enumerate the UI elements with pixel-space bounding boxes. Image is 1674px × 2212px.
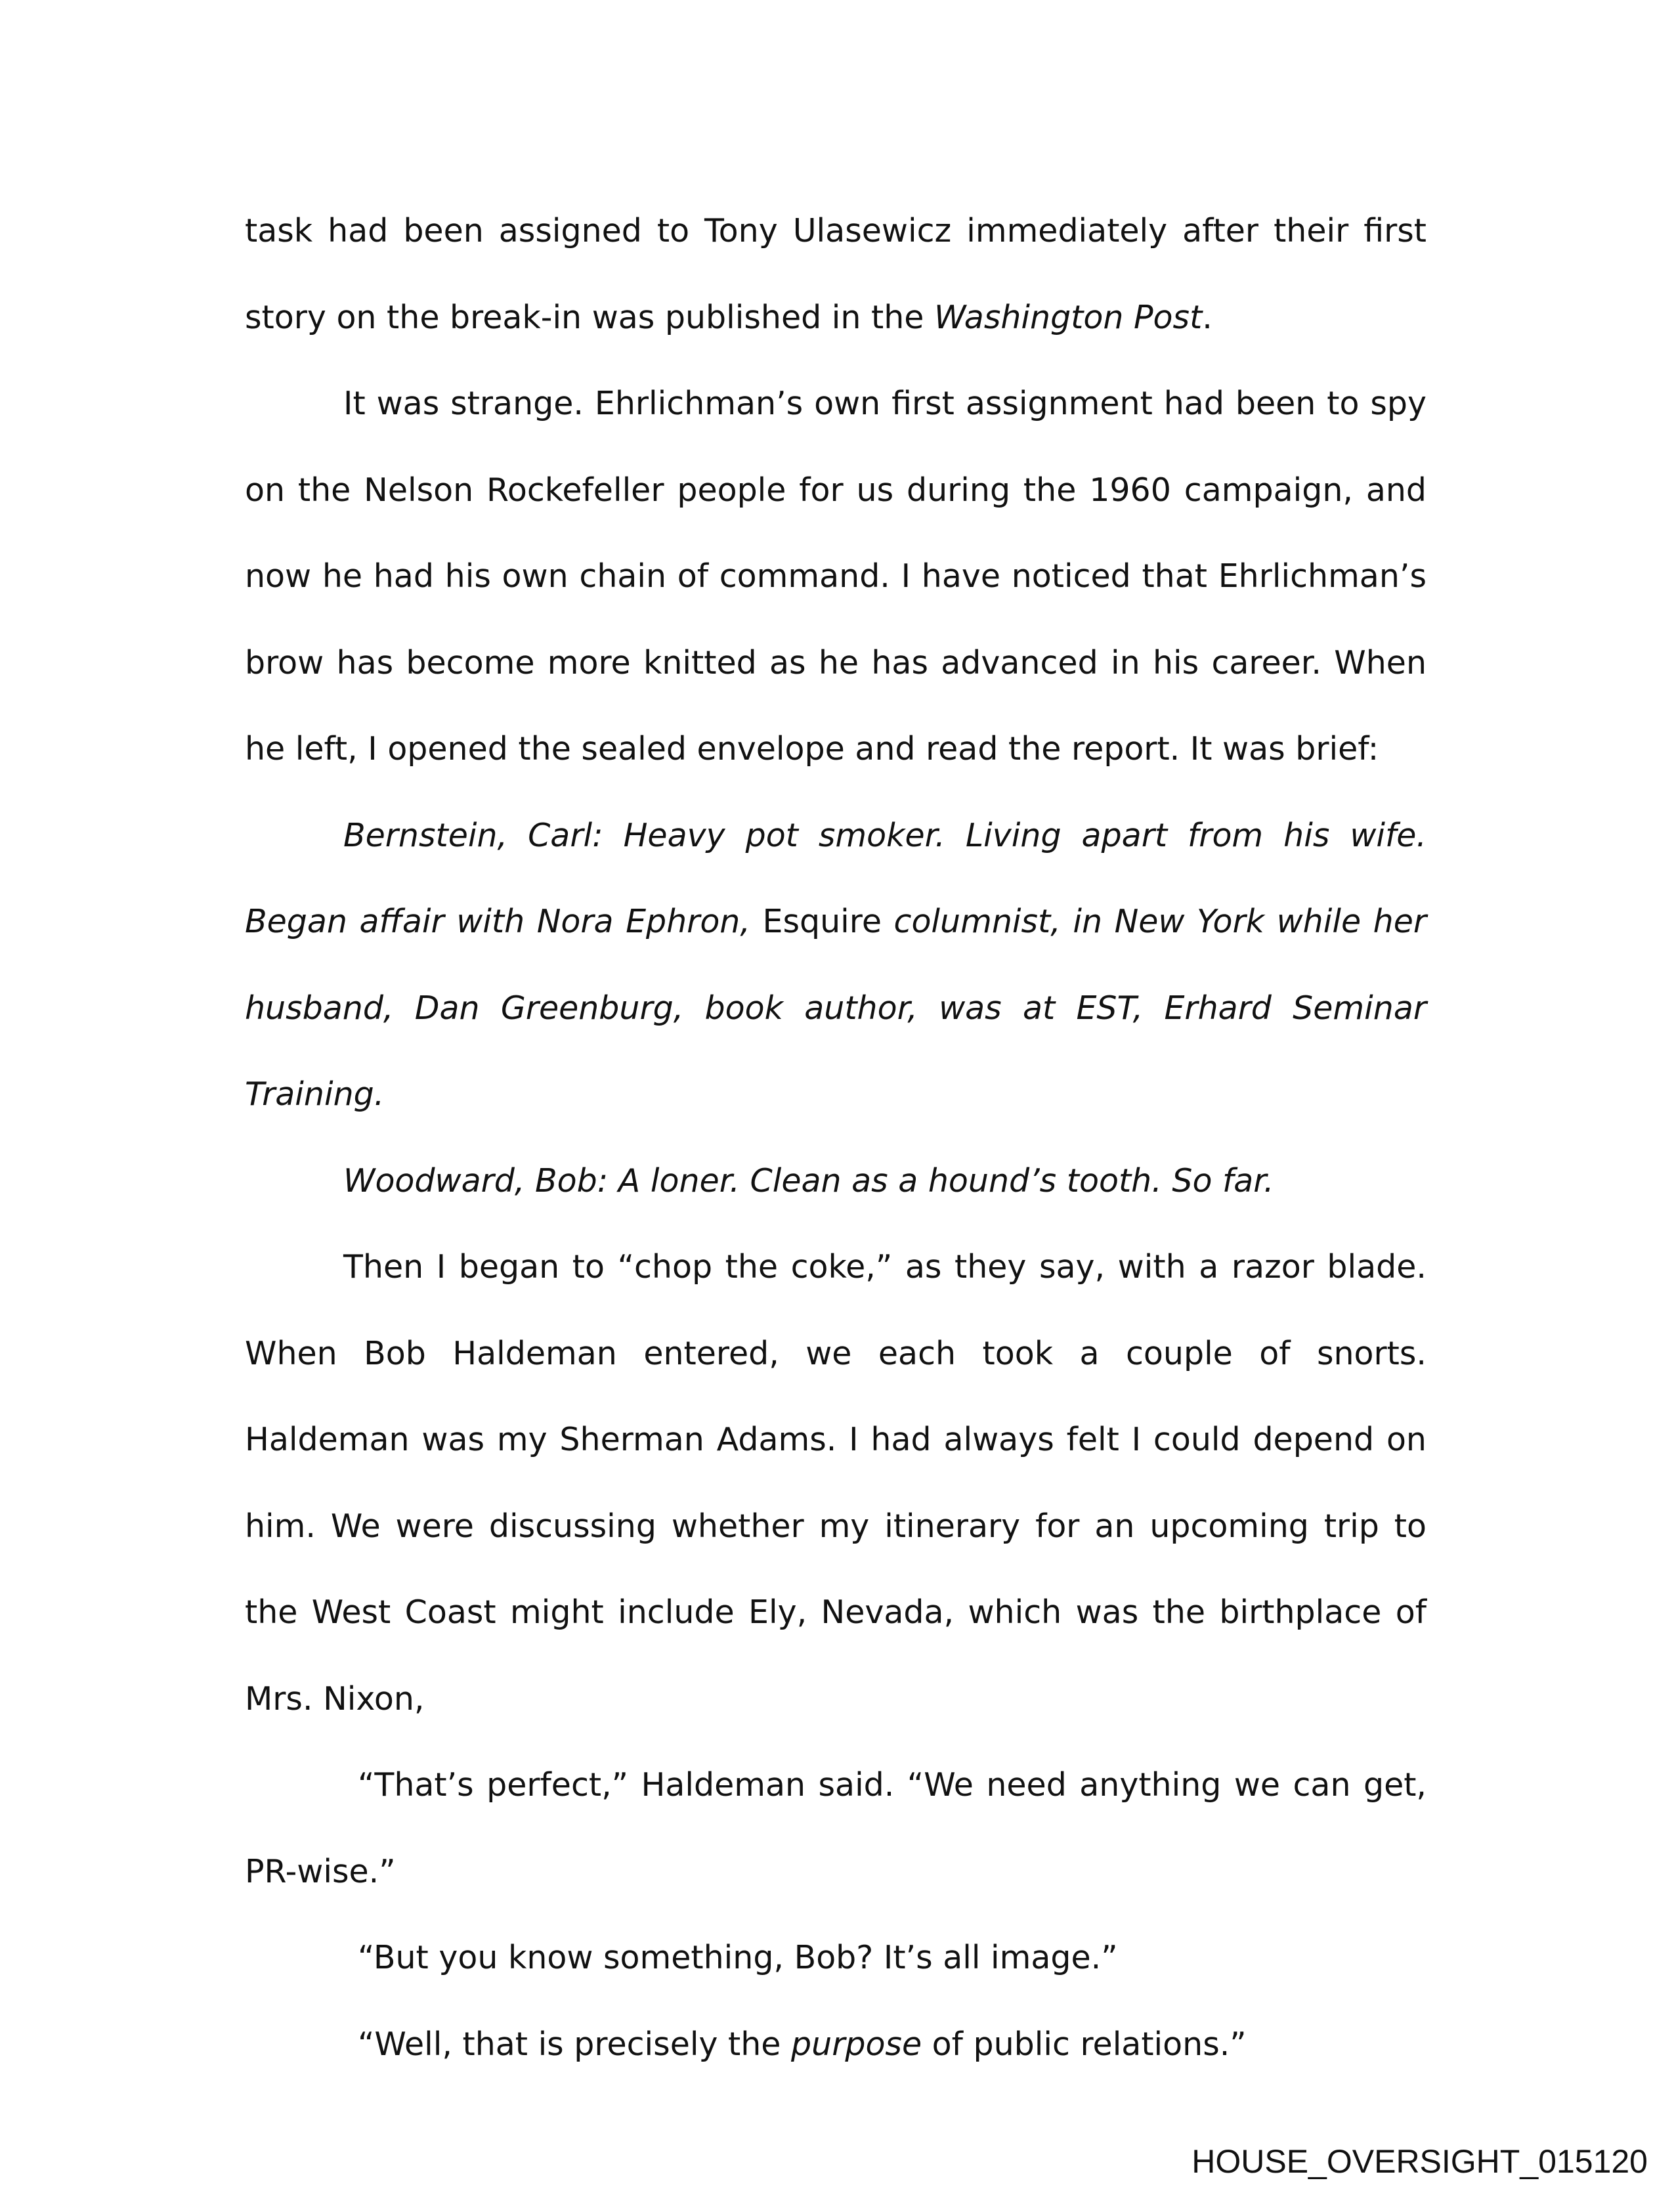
italic-run: Bernstein, Carl: Heavy pot smoker. Living apart from his wife. Began affair with Nora Ephron, [245, 816, 1427, 940]
italic-run: columnist, in New York while her husband, Dan Greenburg, book author, was at EST, Erhard Seminar Training. [245, 903, 1427, 1113]
text-run: “But you know something, Bob? It’s all image.” [358, 1939, 1118, 1976]
text-run: It was strange. Ehrlichman’s own first assignment had been to spy on the Nelson Rockefeller people for us during the 1960 campaign, and now he had his own chain of command. I have noticed that Ehrlichman’s brow has become more knitted as he has advanced in his career. When he left, I opened the sealed envelope and read the report. It was brief: [245, 385, 1427, 768]
italic-run: Woodward, Bob: A loner. Clean as a hound’s tooth. So far. [343, 1161, 1274, 1200]
paragraph-2 [245, 360, 1427, 792]
paragraph-4 [245, 1138, 1427, 1225]
text-run: of public relations.” [922, 2025, 1247, 2063]
text-run: . [1202, 298, 1213, 336]
italic-run: purpose [791, 2025, 922, 2063]
paragraph-8 [245, 2001, 1427, 2088]
text-run: task had been assigned to Tony Ulasewicz immediately after their first story on the break-in was published in the [245, 212, 1427, 336]
paragraph-7 [245, 1915, 1427, 2001]
paragraph-1 [245, 188, 1427, 360]
text-run: Then I began to “chop the coke,” as they say, with a razor blade. When Bob Haldeman entered, we each took a couple of snorts. Haldeman was my Sherman Adams. I had always felt I could depend on him. We were discussing whether my itinerary for an upcoming trip to the West Coast might include Ely, Nevada, which was the birthplace of Mrs. Nixon, [245, 1248, 1427, 1718]
paragraph-5 [245, 1224, 1427, 1742]
text-run: Esquire [762, 903, 882, 940]
paragraph-6 [245, 1742, 1427, 1915]
document-id-stamp: HOUSE_OVERSIGHT_015120 [1191, 2143, 1648, 2180]
text-run: “Well, that is precisely the [358, 2025, 792, 2063]
paragraph-3 [245, 792, 1427, 1138]
text-run: “That’s perfect,” Haldeman said. “We need anything we can get, PR-wise.” [245, 1766, 1427, 1890]
italic-run: Washington Post [934, 298, 1203, 336]
body-text [245, 188, 1427, 2087]
